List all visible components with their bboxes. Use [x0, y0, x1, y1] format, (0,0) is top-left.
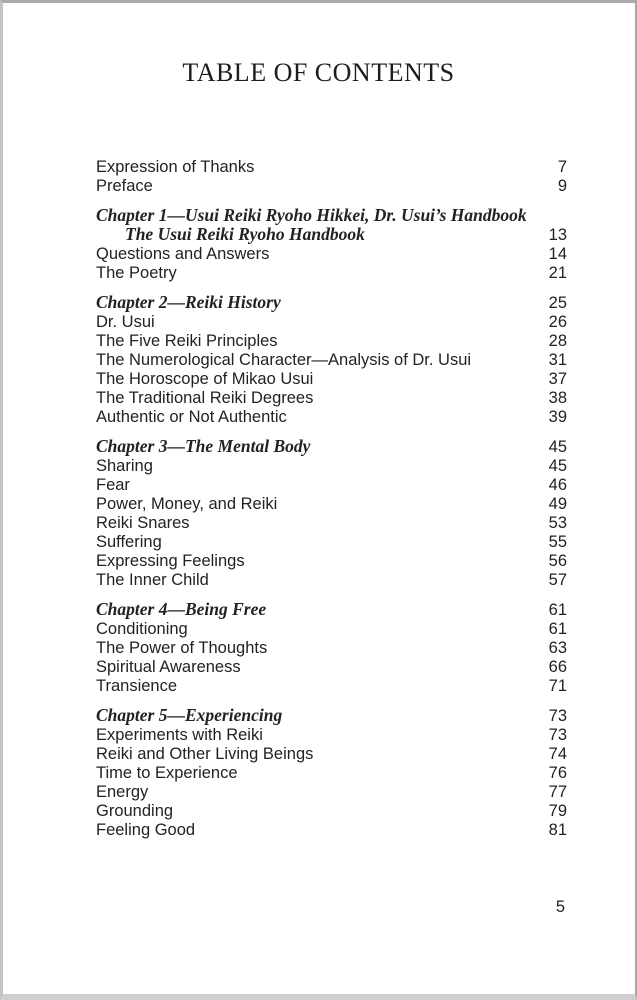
toc-entry-page: 26	[548, 313, 567, 331]
toc-entry-label: The Five Reiki Principles	[96, 332, 278, 350]
toc-entry-page: 7	[557, 158, 567, 176]
toc-entry-page: 61	[548, 601, 567, 619]
toc-entry	[96, 332, 567, 351]
toc-entry-label: The Inner Child	[96, 571, 209, 589]
toc-entry-page: 21	[548, 264, 567, 282]
toc-entry-page: 74	[548, 745, 567, 763]
toc-entry	[96, 726, 567, 745]
toc-entry-page: 73	[548, 707, 567, 725]
toc-entry-label: Spiritual Awareness	[96, 658, 241, 676]
toc-entry	[96, 408, 567, 427]
toc-entry-page: 45	[548, 438, 567, 456]
toc-entry-label: Experiments with Reiki	[96, 726, 263, 744]
toc-entry-page: 79	[548, 802, 567, 820]
toc-entry	[96, 571, 567, 590]
toc-entry-label: Dr. Usui	[96, 313, 155, 331]
toc-entry	[96, 514, 567, 533]
toc-entry-label: Questions and Answers	[96, 245, 270, 263]
toc-entry-label: The Numerological Character—Analysis of Dr. Usui	[96, 351, 472, 369]
toc-entry-page: 14	[548, 245, 567, 263]
toc-entry-label: Energy	[96, 783, 149, 801]
toc-entry-label: Chapter 2—Reiki History	[96, 292, 281, 312]
toc-entry	[96, 313, 567, 332]
toc-entry	[96, 225, 567, 245]
toc-entry-page: 13	[548, 226, 567, 244]
toc-entry-label: Expression of Thanks	[96, 158, 255, 176]
toc-entry	[96, 495, 567, 514]
toc-entry-label: Chapter 3—The Mental Body	[96, 436, 311, 456]
toc-entry	[96, 245, 567, 264]
toc-entry-page: 37	[548, 370, 567, 388]
toc-entry-page: 73	[548, 726, 567, 744]
toc-entry-label: Chapter 5—Experiencing	[96, 705, 283, 725]
toc-entry-page: 28	[548, 332, 567, 350]
toc-entry	[96, 158, 567, 177]
toc-entry-label: Chapter 1—Usui Reiki Ryoho Hikkei, Dr. Usui’s Handbook	[96, 205, 527, 225]
toc-entry-page: 46	[548, 476, 567, 494]
toc-entry-page: 71	[548, 677, 567, 695]
toc-entry-label: Grounding	[96, 802, 174, 820]
toc-entry	[96, 293, 567, 313]
toc-entry-label: Chapter 4—Being Free	[96, 599, 267, 619]
toc-entry-label: Fear	[96, 476, 130, 494]
toc-group	[96, 600, 567, 696]
toc-entry	[96, 437, 567, 457]
toc-entry	[96, 620, 567, 639]
toc-entry-label: Feeling Good	[96, 821, 196, 839]
toc-entry-label: The Horoscope of Mikao Usui	[96, 370, 314, 388]
toc-entry-label: Authentic or Not Authentic	[96, 408, 287, 426]
toc-entry	[96, 370, 567, 389]
page-number: 5	[555, 898, 565, 916]
toc-entry-page: 39	[548, 408, 567, 426]
toc-entry	[96, 821, 567, 840]
toc-entry-page: 31	[548, 351, 567, 369]
toc-entry	[96, 802, 567, 821]
toc-entry-label: The Usui Reiki Ryoho Handbook	[125, 224, 365, 244]
toc-entry-label: The Poetry	[96, 264, 177, 282]
toc-entry-label: Reiki and Other Living Beings	[96, 745, 314, 763]
toc-entry-page: 53	[548, 514, 567, 532]
toc-entry-page: 56	[548, 552, 567, 570]
toc-entry-label: Power, Money, and Reiki	[96, 495, 278, 513]
toc-entry-label: Preface	[96, 177, 153, 195]
toc-group	[96, 158, 567, 196]
toc-entry	[96, 533, 567, 552]
toc-entry-page: 57	[548, 571, 567, 589]
toc-entry-page: 55	[548, 533, 567, 551]
toc-entry	[96, 264, 567, 283]
toc-entry-label: Time to Experience	[96, 764, 238, 782]
toc-entry-page: 63	[548, 639, 567, 657]
toc-group	[96, 437, 567, 590]
page-title: TABLE OF CONTENTS	[182, 58, 455, 87]
toc-entry	[96, 706, 567, 726]
toc-entry-page: 61	[548, 620, 567, 638]
toc-entry	[96, 351, 567, 370]
toc-entry	[96, 389, 567, 408]
toc-entry	[96, 177, 567, 196]
toc-entry-page: 25	[548, 294, 567, 312]
toc-list	[96, 158, 567, 840]
toc-entry-label: Sharing	[96, 457, 153, 475]
toc-entry-label: The Traditional Reiki Degrees	[96, 389, 314, 407]
toc-entry-page: 77	[548, 783, 567, 801]
toc-group	[96, 293, 567, 427]
toc-entry-page: 49	[548, 495, 567, 513]
toc-entry	[96, 677, 567, 696]
toc-entry	[96, 206, 567, 225]
toc-entry	[96, 783, 567, 802]
toc-entry-label: Suffering	[96, 533, 162, 551]
toc-entry-label: Reiki Snares	[96, 514, 190, 532]
toc-entry-label: Conditioning	[96, 620, 188, 638]
toc-entry	[96, 745, 567, 764]
toc-entry	[96, 764, 567, 783]
toc-entry-page: 45	[548, 457, 567, 475]
toc-entry-page: 81	[548, 821, 567, 839]
toc-group	[96, 706, 567, 840]
toc-entry	[96, 600, 567, 620]
toc-entry	[96, 639, 567, 658]
toc-entry	[96, 457, 567, 476]
toc-entry-label: The Power of Thoughts	[96, 639, 268, 657]
toc-group	[96, 206, 567, 283]
toc-entry-label: Transience	[96, 677, 178, 695]
toc-entry	[96, 476, 567, 495]
toc-entry-page: 66	[548, 658, 567, 676]
toc-entry-page: 38	[548, 389, 567, 407]
toc-entry-page: 9	[557, 177, 567, 195]
toc-entry-page: 76	[548, 764, 567, 782]
toc-entry	[96, 552, 567, 571]
toc-entry-label: Expressing Feelings	[96, 552, 245, 570]
toc-entry	[96, 658, 567, 677]
